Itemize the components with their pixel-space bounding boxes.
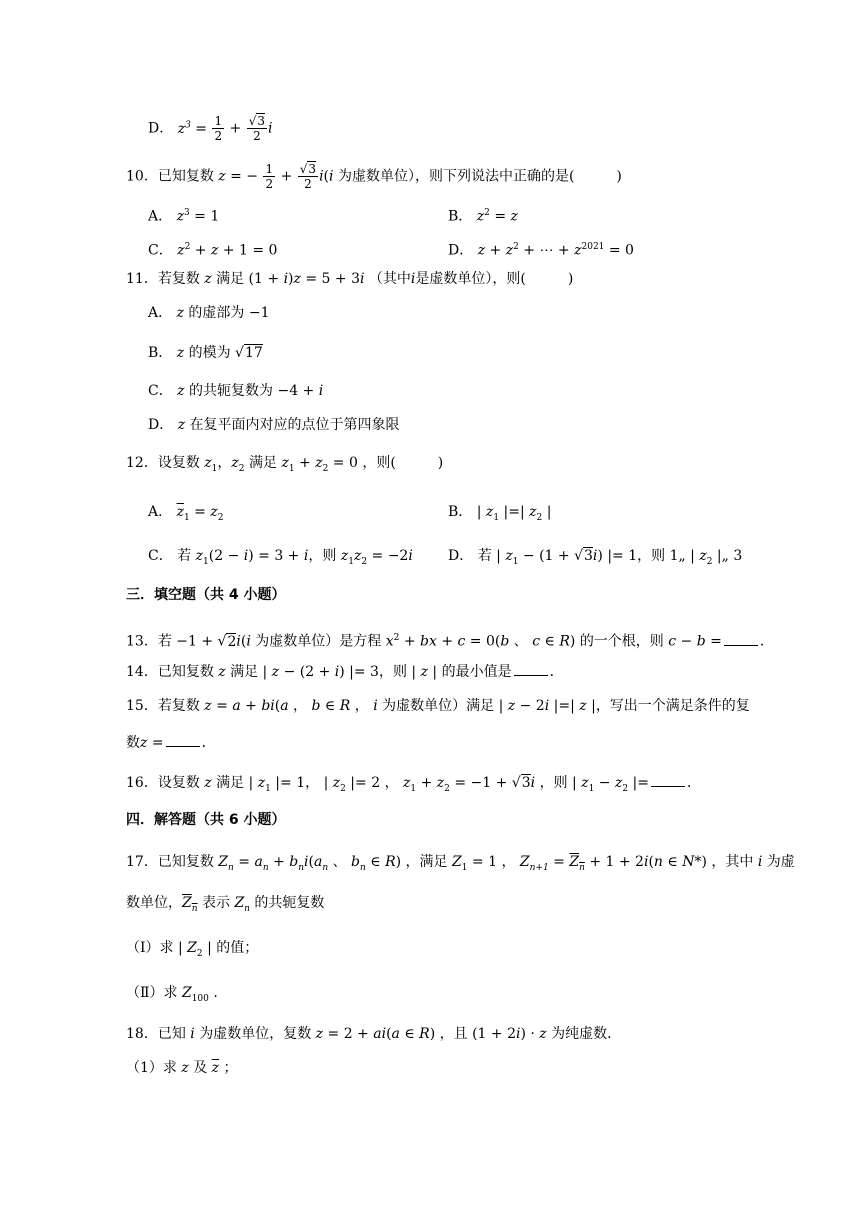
q18-part-1: （1）求 z 及 $\overline{z}$ ；	[126, 1060, 238, 1076]
q12-option-c: C． 若 $z_1(2 - i) = 3 + i$，则 $z_1z_2 = -2i$	[148, 548, 413, 567]
q12-option-b: B． | $z_1$ |=| $z_2$ |	[448, 504, 552, 523]
q15-continuation: 数z = ．	[126, 735, 216, 751]
q11-option-c: C． z 的共轭复数为 −4 + i	[148, 383, 324, 399]
answer-blank[interactable]	[514, 675, 548, 676]
q17-continuation: 数单位，$Z_n$ 表示 $Z_n$ 的共轭复数	[126, 895, 325, 914]
q18-stem: 18．已知 i 为虚数单位，复数 z = 2 + ai(a ∈ R) ，且 (1 + 2i) · z 为纯虚数．	[126, 1026, 622, 1042]
q14-stem: 14．已知复数 z 满足 | z − (2 + i) |= 3，则 | z | 的最小值是 ．	[126, 664, 564, 680]
q10-option-d: D． $z + z^2$ + ⋯ + $z^{2021} = 0$	[448, 242, 634, 259]
fraction: $\frac{√3}{2}$	[248, 114, 266, 143]
q11-option-d: D． z 在复平面内对应的点位于第四象限	[148, 417, 400, 433]
q10-stem: 10．已知复数 z = − $\frac{1}{2}$ + $\frac{√3}{2}$ i(i 为虚数单位），则下列说法中正确的是( )	[126, 162, 622, 191]
q10-option-b: B． $z^2 = z$	[448, 208, 518, 225]
q11-option-b: B． z 的模为 √17	[148, 345, 263, 361]
q17-part-2: （Ⅱ）求 $Z_{100}$ .	[126, 985, 218, 1004]
q12-option-a: A． $\overline{z}_1 = z_2$	[148, 504, 224, 523]
answer-blank[interactable]	[724, 645, 758, 646]
answer-blank[interactable]	[651, 786, 685, 787]
section-heading: 三．填空题（共 4 小题）	[126, 587, 286, 603]
math: $z^3$ =	[177, 119, 212, 137]
q17-part-1: （Ⅰ）求 | $Z_2$ | 的值；	[126, 940, 259, 959]
fraction: $\frac{1}{2}$	[214, 114, 223, 143]
q12-stem: 12．设复数 $z_1$，$z_2$ 满足 $z_1 + z_2 = 0$ ，则( )	[126, 455, 444, 474]
q15-stem: 15．若复数 z = a + bi(a ， b ∈ R ， i 为虚数单位）满足 | z − 2i |=| z |，写出一个满足条件的复	[126, 698, 750, 714]
answer-blank[interactable]	[166, 746, 200, 747]
q11-option-a: A． z 的虚部为 −1	[148, 305, 270, 321]
q12-option-d: D． 若 | $z_1 - (1 + √3i)$ |= 1，则 1„ | $z_2$ |„ 3	[448, 548, 743, 567]
q10-option-c: C． $z^2 + z + 1 = 0$	[148, 242, 278, 259]
q11-stem: 11．若复数 z 满足 (1 + i)z = 5 + 3i （其中i是虚数单位），则( )	[126, 271, 574, 287]
q9-option-d: D． $z^3$ = $\frac{1}{2}$ + $\frac{√3}{2}$ i	[148, 114, 273, 143]
q10-option-a: A． $z^3 = 1$	[148, 208, 220, 225]
section-heading: 四．解答题（共 6 小题）	[126, 812, 286, 828]
q17-stem: 17．已知复数 $Z_n = a_n + b_ni(a_n$ 、 $b_n$ ∈ R) ，满足 $Z_1 = 1$ ， $Z_{n+1} = Z_n + 1 + 2i(n$ ∈ N*) ，其中 i 为虚	[126, 854, 795, 873]
q16-stem: 16．设复数 z 满足 | $z_1$ |= 1， | $z_2$ |= 2 ， $z_1 + z_2 = -1 + √3i$ ，则 | $z_1 - z_2$ |= ．	[126, 775, 702, 794]
q13-stem: 13．若 −1 + √2i(i 为虚数单位）是方程 $x^2$ + bx + c = 0(b 、 c ∈ R) 的一个根，则 c − b = ．	[126, 633, 774, 650]
